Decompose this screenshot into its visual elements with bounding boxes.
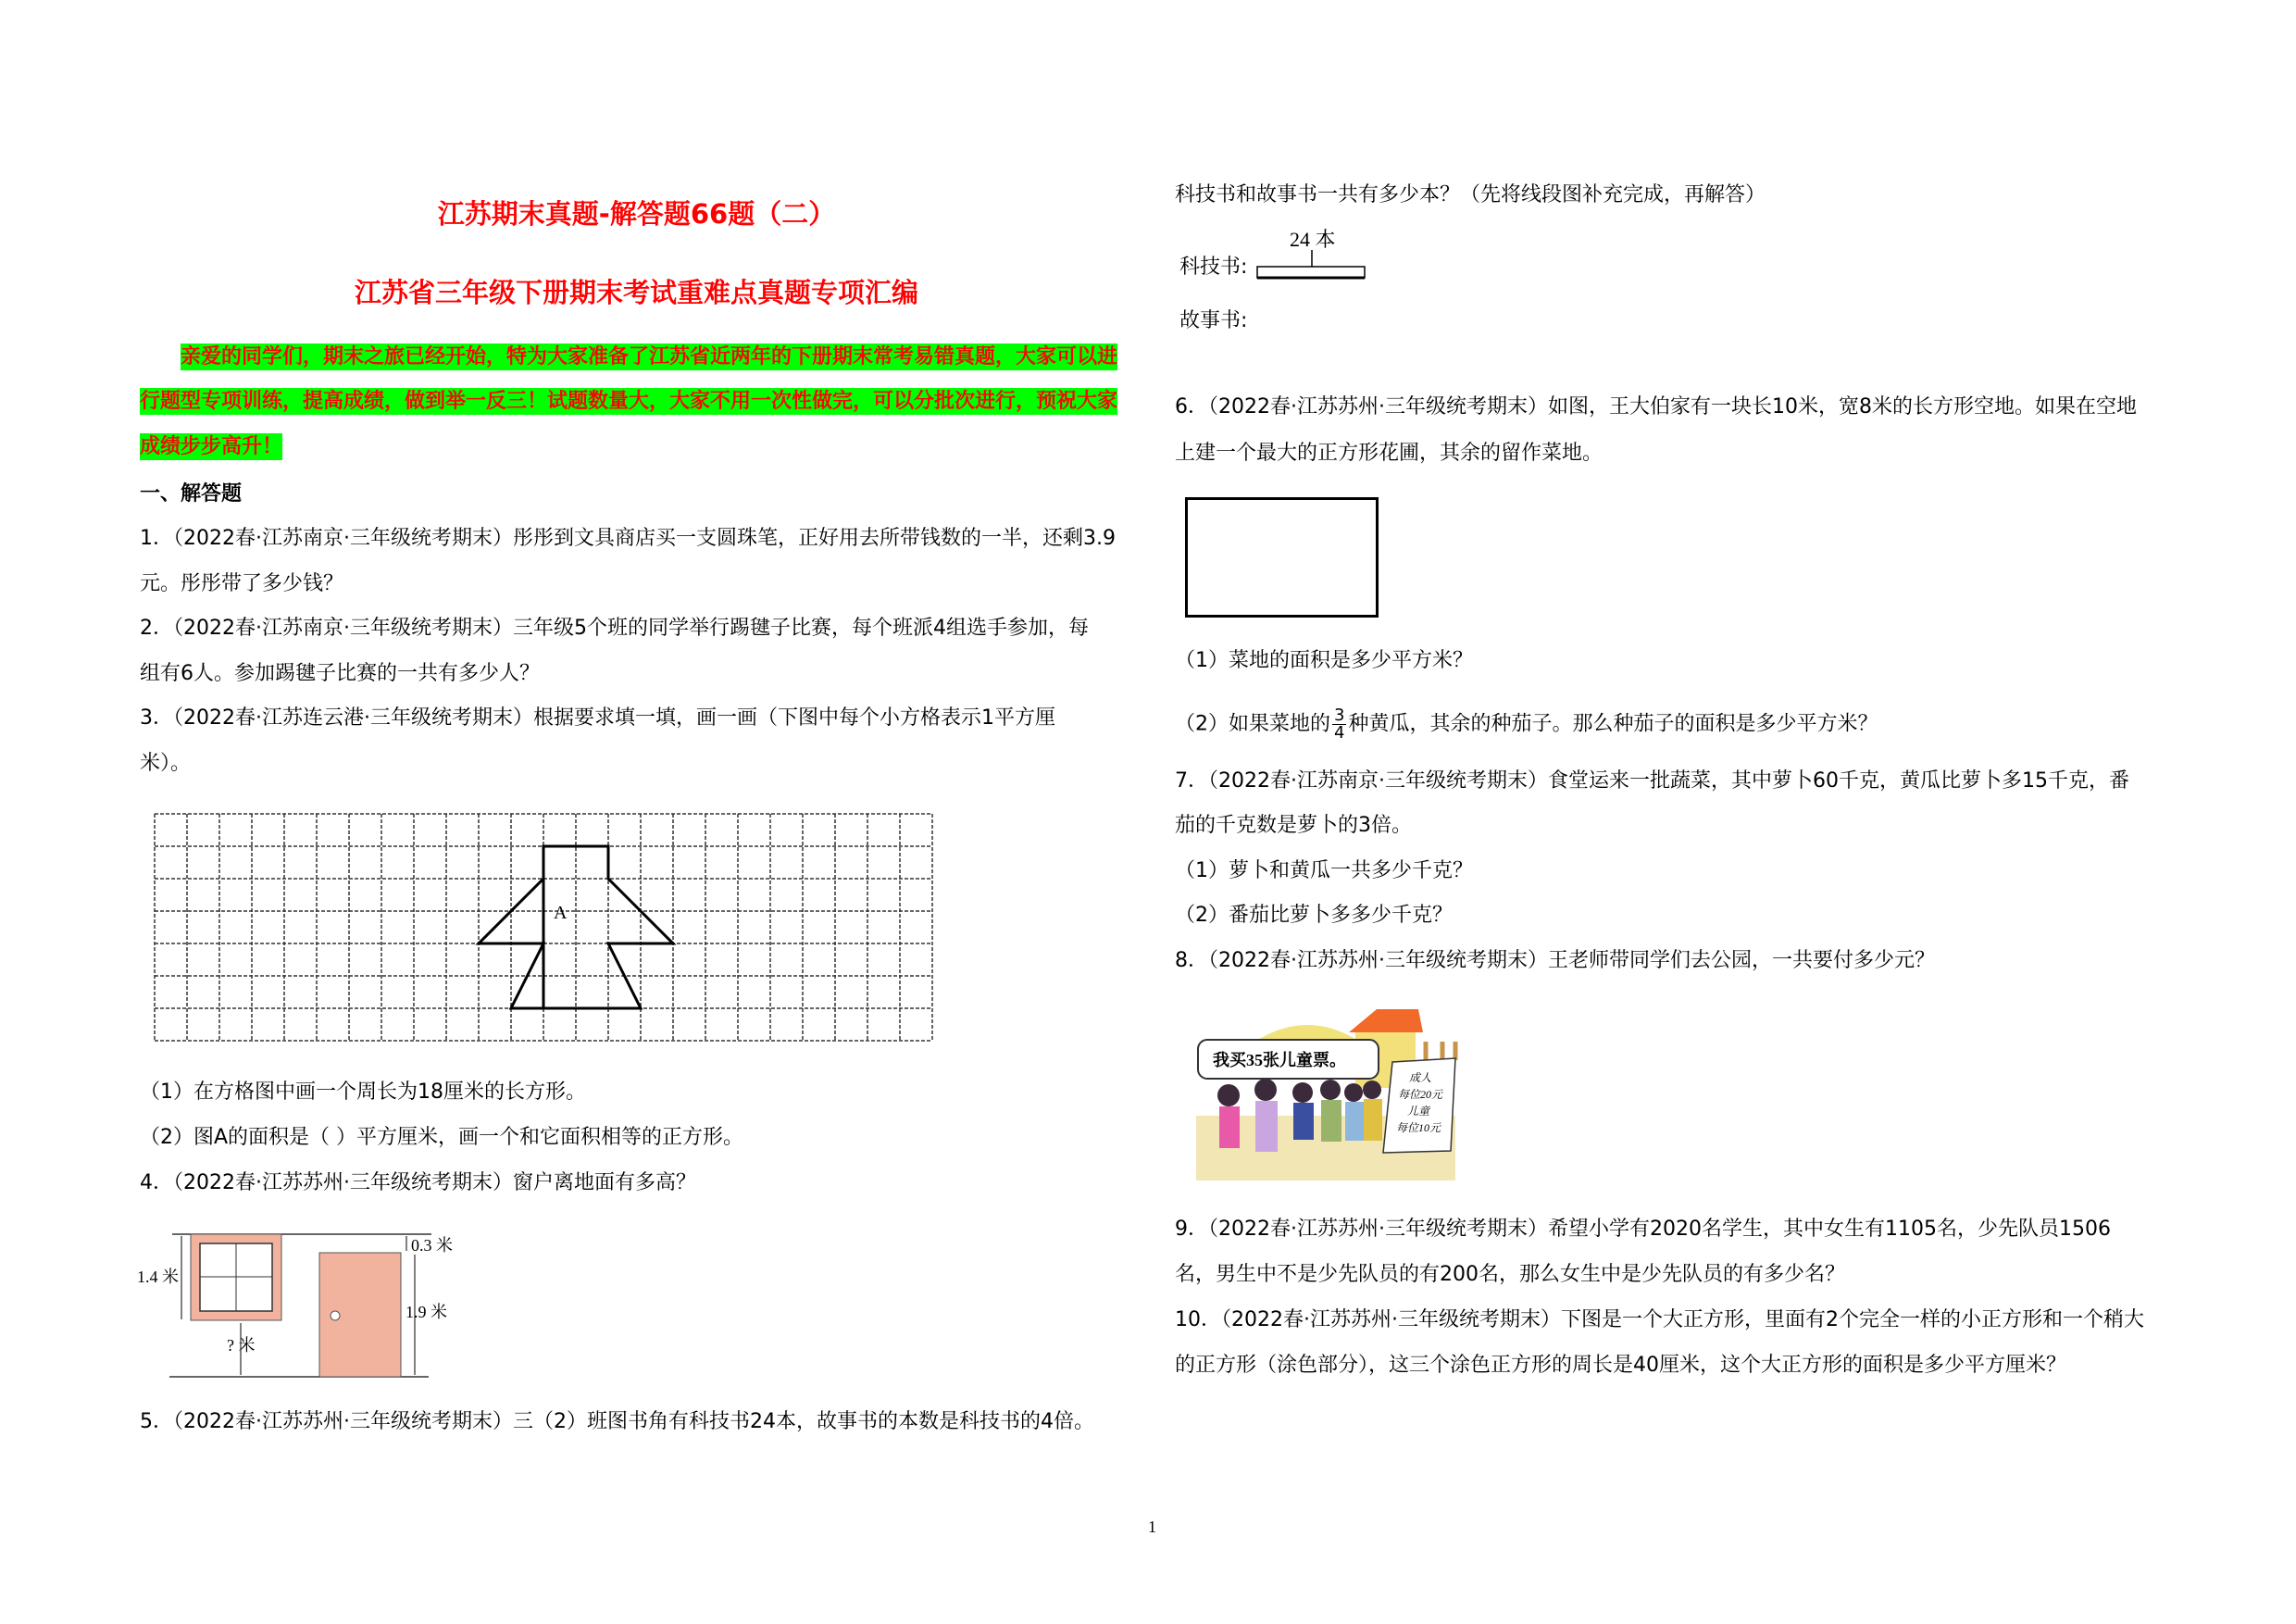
q4-window-door-figure [137,1227,470,1389]
section-heading: 一、解答题 [140,482,243,506]
q10-line-2: 的正方形（涂色部分），这三个涂色正方形的周长是40厘米，这个大正方形的面积是多少平方厘米？ [1175,1354,2066,1377]
q3-sub-1: （1）在方格图中画一个周长为18厘米的长方形。 [140,1081,586,1104]
q2-line-2: 组有6人。参加踢毽子比赛的一共有多少人？ [140,662,540,685]
sign-line: 儿童 [1406,1105,1430,1118]
q7-line-1: 7．（2022春·江苏南京·三年级统考期末）食堂运来一批蔬菜，其中萝卜60千克，黄瓜比萝卜多15千克，番 [1175,769,2129,793]
sign-line: 每位10元 [1395,1121,1441,1134]
q3-line-2: 米）。 [140,752,192,775]
q7-line-2: 茄的千克数是萝卜的3倍。 [1175,814,1412,837]
sign-line: 每位20元 [1397,1088,1443,1101]
q9-line-1: 9．（2022春·江苏苏州·三年级统考期末）希望小学有2020名学生，其中女生有1105名，少先队员1506 [1175,1218,2111,1241]
q10-line-1: 10．（2022春·江苏苏州·三年级统考期末）下图是一个大正方形，里面有2个完全一样的小正方形和一个稍大 [1175,1308,2144,1331]
fraction [1332,707,1346,742]
q6-sub-2 [1175,707,1878,742]
story-books-label: 故事书: [1179,309,1248,332]
door-height-label: 1.9 米 [406,1303,447,1321]
q7-sub-1: （1）萝卜和黄瓜一共多少千克？ [1175,859,1473,882]
window-height-label: 1.4 米 [137,1268,179,1286]
q6-line-2: 上建一个最大的正方形花圃，其余的留作菜地。 [1175,442,1603,465]
document-subtitle: 江苏省三年级下册期末考试重难点真题专项汇编 [354,277,918,308]
speech-text: 我买35张儿童票。 [1213,1051,1346,1069]
tech-segment-bar [1254,250,1370,283]
q3-grid-figure [148,807,944,1048]
page-number: 1 [1148,1518,1156,1536]
q6-sub-1: （1）菜地的面积是多少平方米？ [1175,649,1473,672]
q5-continuation: 科技书和故事书一共有多少本？（先将线段图补充完成，再解答） [1175,183,1766,206]
q6-sub-2-text-a: （2）如果菜地的 [1175,712,1330,736]
q1-line-2: 元。彤彤带了多少钱？ [140,572,344,595]
sign-line: 成人 [1408,1071,1432,1084]
q8-line: 8．（2022春·江苏苏州·三年级统考期末）王老师带同学们去公园，一共要付多少元？ [1175,949,1935,972]
tech-count-label: 24 本 [1290,228,1336,251]
intro-line-3: 成绩步步高升！ [140,435,283,458]
unknown-height-label: ? 米 [227,1336,256,1355]
tech-books-label: 科技书: [1179,256,1248,279]
q2-line-1: 2．（2022春·江苏南京·三年级统考期末）三年级5个班的同学举行踢毽子比赛，每个班派4组选手参加，每 [140,617,1089,640]
intro-line-1: 亲爱的同学们，期末之旅已经开始，特为大家准备了江苏省近两年的下册期末常考易错真题，大家可以进 [181,345,1118,369]
fraction-denominator: 4 [1334,723,1345,743]
q6-line-1: 6．（2022春·江苏苏州·三年级统考期末）如图，王大伯家有一块长10米，宽8米的长方形空地。如果在空地 [1175,395,2137,418]
q6-sub-2-text-b: 种黄瓜，其余的种茄子。那么种茄子的面积是多少平方米？ [1348,712,1878,736]
q4-line: 4．（2022春·江苏苏州·三年级统考期末）窗户离地面有多高？ [140,1171,696,1194]
gap-label: 0.3 米 [411,1236,453,1255]
intro-line-2: 行题型专项训练，提高成绩，做到举一反三！试题数量大，大家不用一次性做完，可以分批次进行，预祝大家 [140,390,1118,413]
q7-sub-2: （2）番茄比萝卜多多少千克？ [1175,904,1453,927]
document-title: 江苏期末真题-解答题66题（二） [437,198,836,230]
q6-rectangle-figure [1185,497,1379,618]
q3-sub-2: （2）图A的面积是（ ）平方厘米，画一个和它面积相等的正方形。 [140,1126,744,1149]
q9-line-2: 名，男生中不是少先队员的有200名，那么女生中是少先队员的有多少名？ [1175,1263,1845,1286]
q1-line-1: 1．（2022春·江苏南京·三年级统考期末）彤彤到文具商店买一支圆珠笔，正好用去所带钱数的一半，还剩3.9 [140,527,1116,550]
fraction-numerator: 3 [1334,706,1345,725]
shape-a-label: A [554,903,568,923]
q5-line: 5．（2022春·江苏苏州·三年级统考期末）三（2）班图书角有科技书24本，故事书的本数是科技书的4倍。 [140,1410,1094,1433]
q8-park-illustration [1187,1005,1460,1185]
q3-line-1: 3．（2022春·江苏连云港·三年级统考期末）根据要求填一填，画一画（下图中每个小方格表示1平方厘 [140,706,1055,730]
